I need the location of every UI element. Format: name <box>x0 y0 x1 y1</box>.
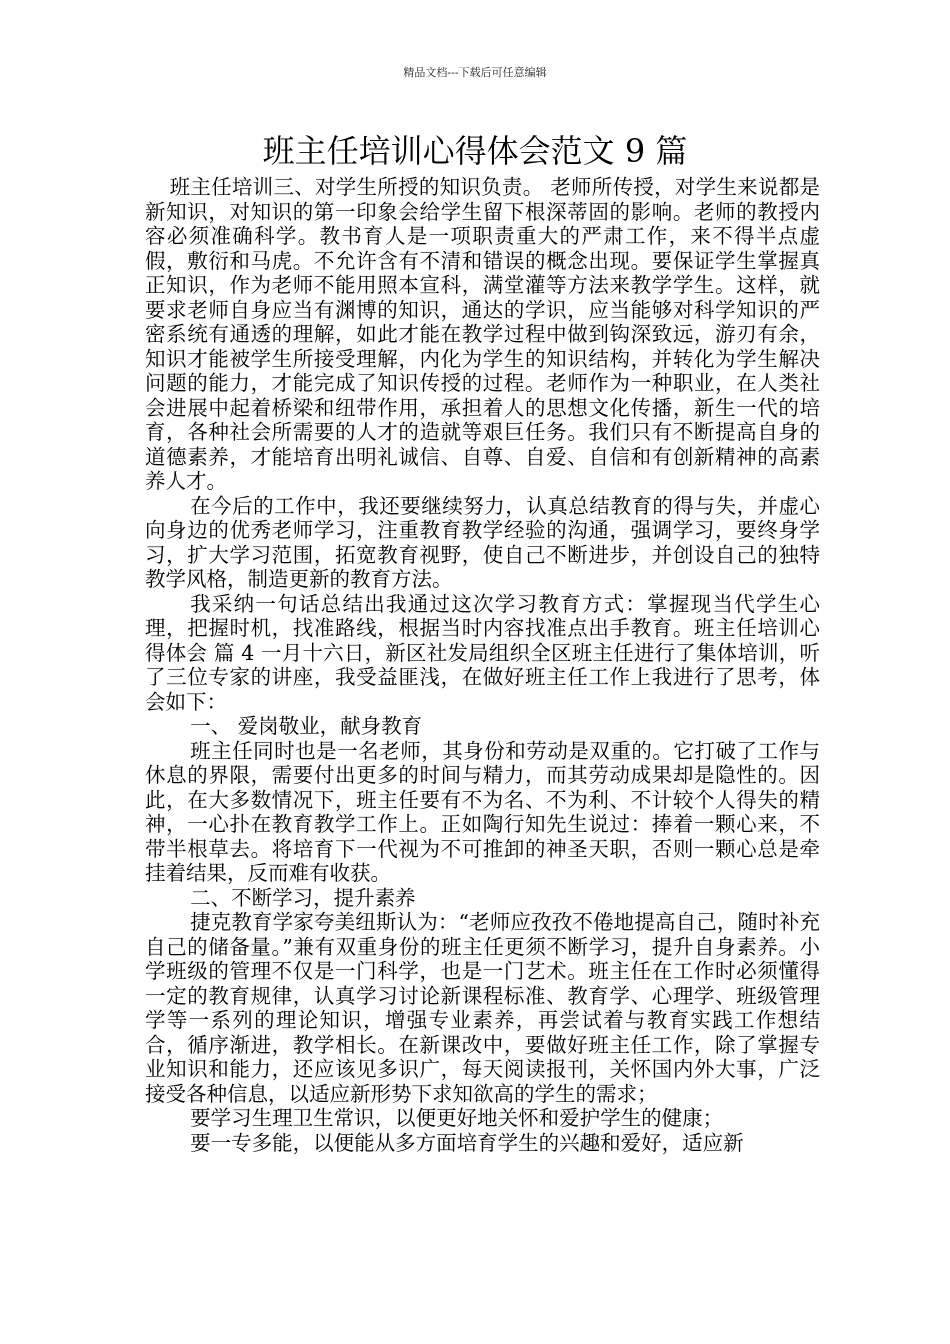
document-body <box>145 175 820 1155</box>
paragraph: 捷克教育学家夸美纽斯认为：“老师应孜孜不倦地提高自己，随时补充自己的储备量。”兼有双重身份的班主任更须不断学习，提升自身素养。小学班级的管理不仅是一门科学，也是一门艺术。班主任在工作时必须懂得一定的教育规律，认真学习讨论新课程标准、教育学、心理学、班级管理学等一系列的理论知识，增强专业素养，再尝试着与教育实践工作想结合，循序渐进，教学相长。在新课改中，要做好班主任工作，除了掌握专业知识和能力，还应该见多识广，每天阅读报刊，关怀国内外大事，广泛接受各种信息，以适应新形势下求知欲高的学生的需求； <box>145 910 820 1106</box>
header-note: 精品文档---下载后可任意编辑 <box>403 66 547 79</box>
paragraph: 我采纳一句话总结出我通过这次学习教育方式：掌握现当代学生心理，把握时机，找准路线，根据当时内容找准点出手教育。班主任培训心得体会 篇 4 一月十六日，新区社发局组织全区班主任进行了集体培训，听了三位专家的讲座，我受益匪浅，在做好班主任工作上我进行了思考，体会如下： <box>145 591 820 714</box>
paragraph: 要学习生理卫生常识，以便更好地关怀和爱护学生的健康； <box>190 1106 724 1130</box>
paragraph: 要一专多能，以便能从多方面培育学生的兴趣和爱好，适应新 <box>190 1130 744 1155</box>
paragraph: 班主任同时也是一名老师，其身份和劳动是双重的。它打破了工作与休息的界限，需要付出更多的时间与精力，而其劳动成果却是隐性的。因此，在大多数情况下，班主任要有不为名、不为利、不计较个人得失的精神，一心扑在教育教学工作上。正如陶行知先生说过：捧着一颗心来，不带半根草去。将培育下一代视为不可推卸的神圣天职，否则一颗心总是牵挂着结果，反而难有收获。 <box>145 738 820 885</box>
section-heading: 二、不断学习，提升素养 <box>190 885 416 910</box>
paragraph: 在今后的工作中，我还要继续努力，认真总结教育的得与失，并虚心向身边的优秀老师学习，注重教育教学经验的沟通，强调学习，要终身学习，扩大学习范围，拓宽教育视野，使自己不断进步，并创设自己的独特教学风格，制造更新的教育方法。 <box>145 493 820 591</box>
paragraph: 班主任培训三、对学生所授的知识负责。 老师所传授，对学生来说都是新知识，对知识的第一印象会给学生留下根深蒂固的影响。老师的教授内容必须准确科学。教书育人是一项职责重大的严肃工作，来不得半点虚假，敷衍和马虎。不允许含有不清和错误的概念出现。要保证学生掌握真正知识，作为老师不能用照本宣科，满堂灌等方法来教学学生。这样，就要求老师自身应当有渊博的知识，通达的学识，应当能够对科学知识的严密系统有通透的理解，如此才能在教学过程中做到钩深致远，游刃有余，知识才能被学生所接受理解，内化为学生的知识结构，并转化为学生解决问题的能力，才能完成了知识传授的过程。老师作为一种职业，在人类社会进展中起着桥梁和纽带作用，承担着人的思想文化传播，新生一代的培育，各种社会所需要的人才的造就等艰巨任务。我们只有不断提高自身的道德素养，才能培育出明礼诚信、自尊、自爱、自信和有创新精神的高素养人才。 <box>145 175 820 493</box>
document-title: 班主任培训心得体会范文 9 篇 <box>262 132 688 170</box>
section-heading: 一、 爱岗敬业，献身教育 <box>190 714 423 738</box>
